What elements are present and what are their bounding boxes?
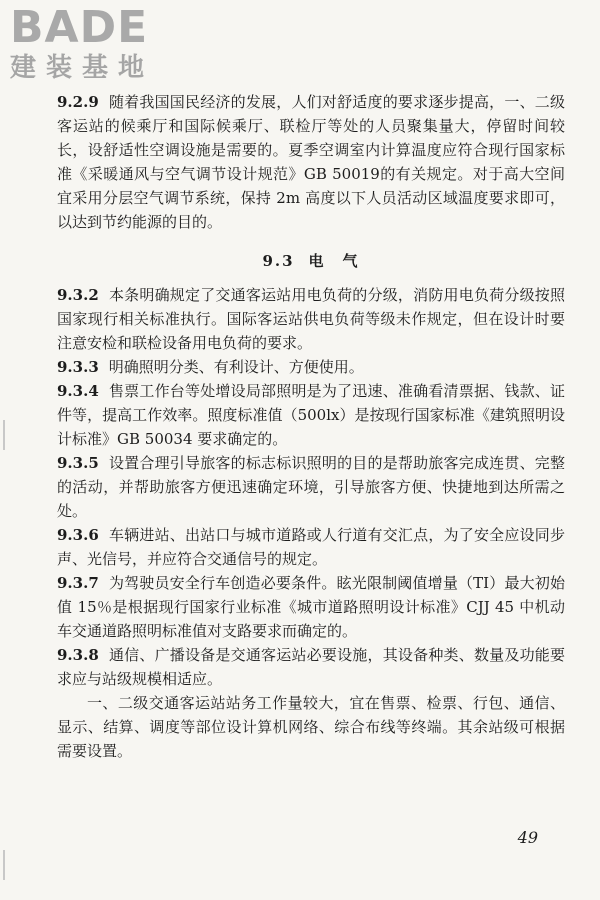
scan-edge-mark bbox=[3, 850, 5, 880]
document-body bbox=[57, 90, 565, 763]
section-title: 电 气 bbox=[308, 252, 360, 270]
clause-9-3-7 bbox=[57, 571, 565, 643]
clause-9-3-6 bbox=[57, 523, 565, 571]
clause-text: 车辆进站、出站口与城市道路或人行道有交汇点，为了安全应设同步声、光信号，并应符合交通信号的规定。 bbox=[57, 526, 565, 568]
closing-paragraph: 一、二级交通客运站站务工作量较大，宜在售票、检票、行包、通信、显示、结算、调度等部位设计算机网络、综合布线等终端。其余站级可根据需要设置。 bbox=[57, 694, 565, 760]
clause-9-3-2 bbox=[57, 283, 565, 355]
clause-text: 随着我国国民经济的发展，人们对舒适度的要求逐步提高，一、二级客运站的候乘厅和国际候乘厅、联检厅等处的人员聚集量大，停留时间较长，设舒适性空调设施是需要的。夏季空调室内计算温度应符合现行国家标准《采暖通风与空气调节设计规范》GB 50019的有关规定。对于高大空间宜采用分层空气调节系统，保持 2m 高度以下人员活动区域温度要求即可，以达到节约能源的目的。 bbox=[57, 93, 565, 231]
clause-text: 明确照明分类、有利设计、方便使用。 bbox=[108, 358, 364, 376]
clause-9-3-5 bbox=[57, 451, 565, 523]
clause-number: 9.3.3 bbox=[57, 358, 99, 376]
scan-edge-mark bbox=[3, 420, 5, 450]
clause-number: 9.3.4 bbox=[57, 382, 99, 400]
clause-9-3-4 bbox=[57, 379, 565, 451]
clause-text: 通信、广播设备是交通客运站必要设施，其设备种类、数量及功能要求应与站级规模相适应。 bbox=[57, 646, 565, 688]
clause-text: 售票工作台等处增设局部照明是为了迅速、准确看清票据、钱款、证件等，提高工作效率。照度标准值（500lx）是按现行国家标准《建筑照明设计标准》GB 50034 要求确定的。 bbox=[57, 382, 565, 448]
section-number: 9.3 bbox=[262, 252, 295, 270]
clause-number: 9.2.9 bbox=[57, 93, 99, 111]
clause-9-3-8 bbox=[57, 643, 565, 691]
clause-number: 9.3.5 bbox=[57, 454, 99, 472]
watermark-logo bbox=[10, 4, 185, 89]
watermark-subtitle: 建装基地 bbox=[10, 53, 155, 83]
clause-number: 9.3.2 bbox=[57, 286, 99, 304]
clause-number: 9.3.7 bbox=[57, 574, 99, 592]
clause-9-3-3 bbox=[57, 355, 565, 379]
page-number: 49 bbox=[517, 828, 538, 847]
clause-9-2-9 bbox=[57, 90, 565, 234]
clause-text: 为驾驶员安全行车创造必要条件。眩光限制阈值增量（TI）最大初始值 15％是根据现行国家行业标准《城市道路照明设计标准》CJJ 45 中机动车交通道路照明标准值对支路要求而确定的。 bbox=[57, 574, 565, 640]
watermark-logo-text: BADE bbox=[10, 2, 149, 53]
clause-text: 本条明确规定了交通客运站用电负荷的分级，消防用电负荷分级按照国家现行相关标准执行。国际客运站供电负荷等级未作规定，但在设计时要注意安检和联检设备用电负荷的要求。 bbox=[57, 286, 565, 352]
clause-text: 设置合理引导旅客的标志标识照明的目的是帮助旅客完成连贯、完整的活动，并帮助旅客方便迅速确定环境，引导旅客方便、快捷地到达所需之处。 bbox=[57, 454, 565, 520]
clause-number: 9.3.8 bbox=[57, 646, 99, 664]
section-heading bbox=[57, 250, 565, 271]
clause-number: 9.3.6 bbox=[57, 526, 99, 544]
